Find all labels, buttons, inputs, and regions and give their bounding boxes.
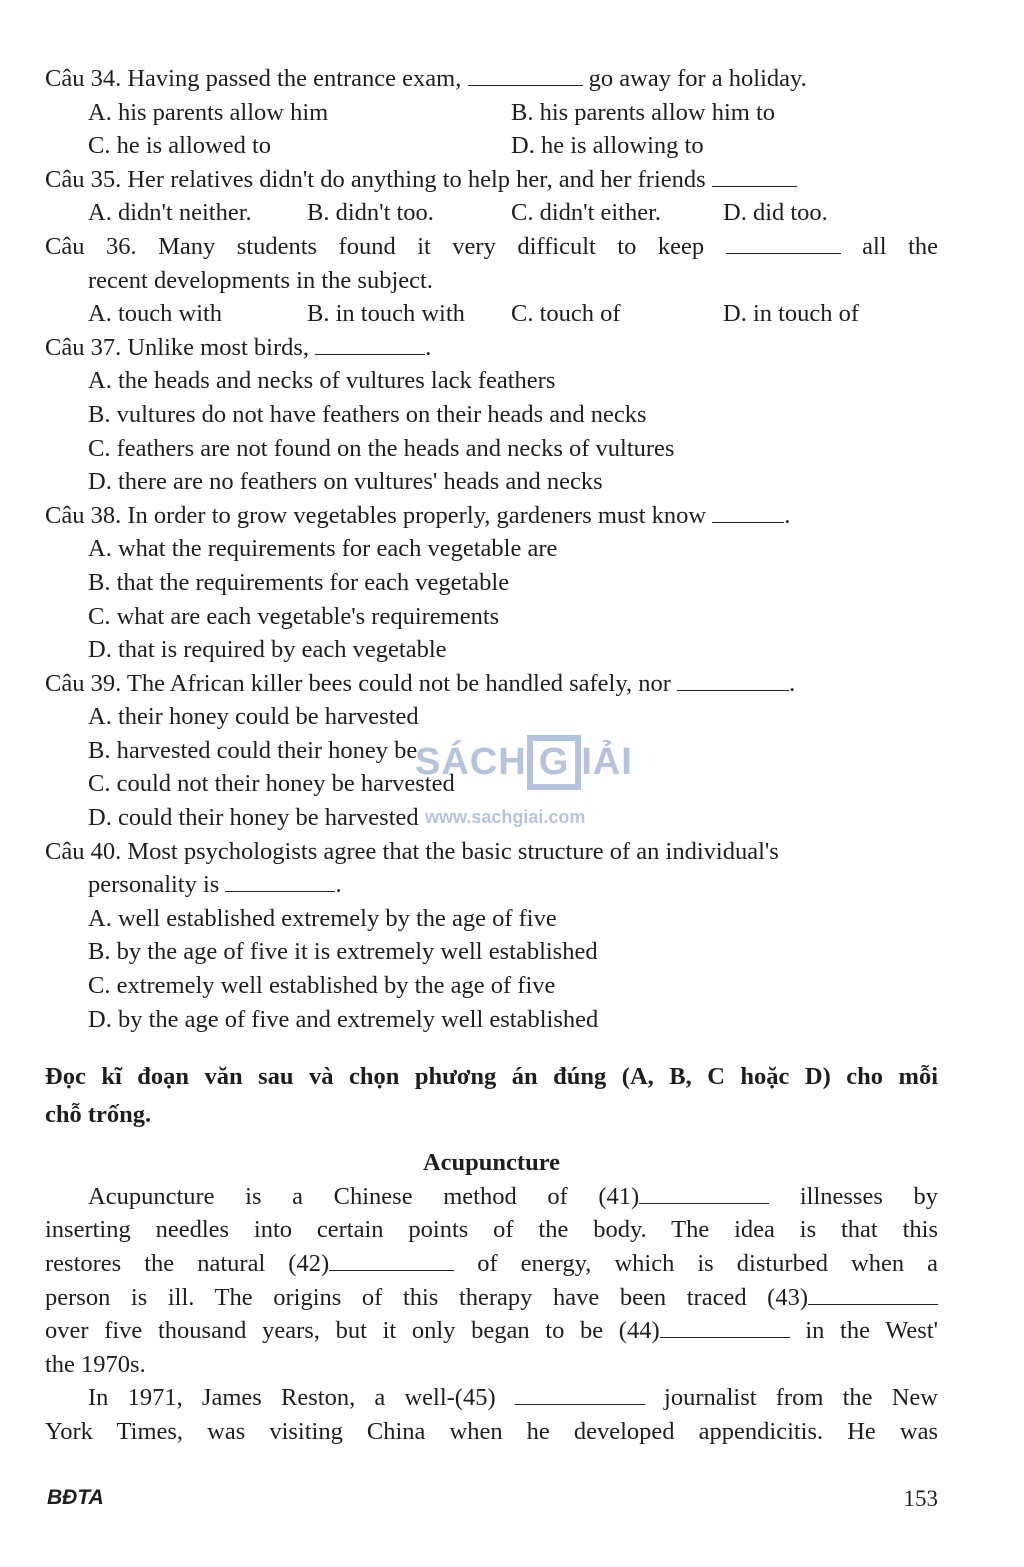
- option-b: B. that the requirements for each vegetable: [88, 568, 510, 596]
- instruction-line-2: chỗ trống.: [45, 1101, 152, 1129]
- question-37: Câu 37. Unlike most birds, .: [45, 333, 432, 361]
- option-b: B. didn't too.: [307, 199, 434, 227]
- passage-line: York Times, was visiting China when he developed appendicitis. He was: [45, 1417, 938, 1445]
- option-a: A. well established extremely by the age of five: [88, 904, 557, 932]
- option-d: D. did too.: [723, 199, 828, 227]
- option-c: C. didn't either.: [511, 199, 662, 227]
- option-c: C. extremely well established by the age of five: [88, 972, 556, 1000]
- option-c: C. feathers are not found on the heads and necks of vultures: [88, 434, 675, 462]
- option-a: A. didn't neither.: [88, 199, 252, 227]
- option-d: D. by the age of five and extremely well established: [88, 1005, 599, 1033]
- question-34: Câu 34. Having passed the entrance exam, go away for a holiday.: [45, 65, 807, 92]
- option-b: B. by the age of five it is extremely well established: [88, 938, 598, 966]
- passage-line: person is ill. The origins of this therapy have been traced (43): [45, 1281, 938, 1315]
- option-d: D. in touch of: [723, 300, 860, 328]
- question-38: Câu 38. In order to grow vegetables properly, gardeners must know .: [45, 501, 791, 529]
- passage-title: Acupuncture: [422, 1149, 561, 1177]
- option-d: D. that is required by each vegetable: [88, 636, 447, 664]
- option-c: C. he is allowed to: [88, 132, 272, 160]
- option-b: B. in touch with: [307, 300, 465, 328]
- passage-line: the 1970s.: [45, 1350, 146, 1378]
- passage-line: In 1971, James Reston, a well-(45) journalist from the New: [88, 1384, 938, 1412]
- option-b: B. vultures do not have feathers on their heads and necks: [88, 400, 647, 428]
- option-a: A. what the requirements for each vegetable are: [88, 535, 558, 563]
- option-a: A. the heads and necks of vultures lack feathers: [88, 367, 556, 395]
- instruction-line-1: Đọc kĩ đoạn văn sau và chọn phương án đúng (A, B, C hoặc D) cho mỗi: [45, 1063, 938, 1091]
- page-number: 153: [903, 1486, 938, 1511]
- option-a: A. touch with: [88, 300, 223, 328]
- question-40: Câu 40. Most psychologists agree that the basic structure of an individual's: [45, 837, 779, 865]
- passage-line: restores the natural (42) of energy, which is disturbed when a: [45, 1250, 938, 1277]
- option-a: A. their honey could be harvested: [88, 703, 419, 731]
- question-39: Câu 39. The African killer bees could not be handled safely, nor .: [45, 669, 796, 697]
- option-d: D. could their honey be harvested: [88, 804, 419, 832]
- option-c: C. could not their honey be harvested: [88, 770, 455, 798]
- question-36: Câu 36. Many students found it very difficult to keep all the: [45, 232, 938, 260]
- option-d: D. there are no feathers on vultures' heads and necks: [88, 468, 603, 496]
- option-c: C. touch of: [511, 300, 621, 328]
- option-b: B. his parents allow him to: [511, 98, 776, 126]
- option-c: C. what are each vegetable's requirements: [88, 602, 500, 630]
- passage-line: over five thousand years, but it only began to be (44) in the West': [45, 1317, 938, 1345]
- option-a: A. his parents allow him: [88, 98, 329, 126]
- option-b: B. harvested could their honey be: [88, 736, 418, 764]
- question-35: Câu 35. Her relatives didn't do anything to help her, and her friends: [45, 163, 938, 197]
- option-d: D. he is allowing to: [511, 132, 704, 160]
- document-page: Câu 34. Having passed the entrance exam, go away for a holiday. A. his parents allow him B. his parents allow him to C. he is allowed to D. he is allowing to Câu 35. Her relatives didn't do anything to help her, and her friends A. didn't neither. B. didn't too. C. didn't either. D. did too. Câu 36. Many students found it very difficult to keep all the recent developments in the subject. A. touch with B. in touch with C. touch of D. in touch of Câu 37. Unlike most birds, . A. the heads and necks of vultures lack feathers B. vultures do not have feathers on their heads and necks C. feathers are not found on the heads and necks of vultures D. there are no feathers on vultures' heads and necks Câu 38. In order to grow vegetables properly, gardeners must know . A. what the requirements for each vegetable are B. that the requirements for each vegetable C. what are each vegetable's requirements D. that is required by each vegetable Câu 39. The African killer bees could not be handled safely, nor . A. their honey could be harvested B. harvested could their honey be C. could not their honey be harvested D. could their honey be harvested Câu 40. Most psychologists agree that the basic structure of an individual's personality is . A. well established extremely by the age of five B. by the age of five it is extremely well established C. extremely well established by the age of five D. by the age of five and extremely well established Đọc kĩ đoạn văn sau và chọn phương án đúng (A, B, C hoặc D) cho mỗi chỗ trống. Acupuncture Acupuncture is a Chinese method of (41) illnesses by inserting needles into certain points of the body. The idea is that this restores the natural (42) of energy, which is disturbed when a person is ill. The origins of this therapy have been traced (43) over five thousand years, but it only began to be (44) in the West' the 1970s. In 1971, James Reston, a well-(45) journalist from the New York Times, was visiting China when he developed appendicitis. He was: [45, 62, 938, 1449]
- footer-book-code: BĐTA: [47, 1486, 104, 1509]
- passage-line: inserting needles into certain points of the body. The idea is that this: [45, 1216, 938, 1244]
- watermark-logo: SÁCH G IẢI www.sachgiai.com: [415, 735, 633, 790]
- passage-line: Acupuncture is a Chinese method of (41) illnesses by: [88, 1182, 938, 1210]
